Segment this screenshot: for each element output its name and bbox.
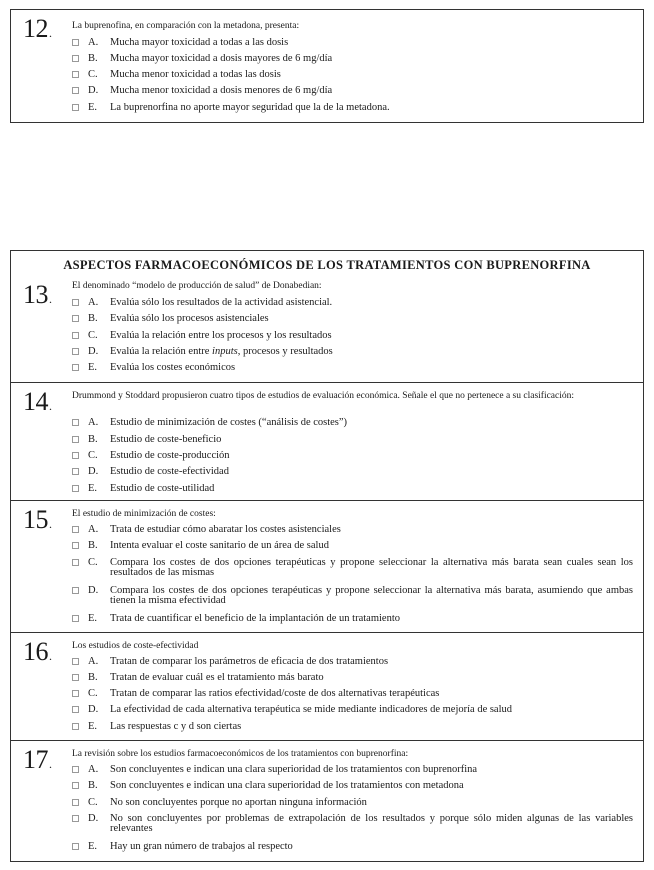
checkbox-icon[interactable] bbox=[72, 71, 79, 78]
checkbox-icon[interactable] bbox=[72, 419, 79, 426]
question-14: 14. Drummond y Stoddard propusieron cuatro tipos de estudios de evaluación económica. Señale el que no pertenece a su clasificación: A. Estudio de minimización de costes (“análisis de costes”) B. Estudio de coste-beneficio C. Estudio de coste-producción D. Estudio de coste-efectividad E. Estudio de coste-utilidad bbox=[11, 383, 643, 501]
question-stem: La revisión sobre los estudios farmacoeconómicos de los tratamientos con buprenorfina: bbox=[72, 749, 409, 759]
question-12-box bbox=[10, 9, 644, 123]
checkbox-icon[interactable] bbox=[72, 468, 79, 475]
question-15: 15. El estudio de minimización de costes: A. Trata de estudiar cómo abaratar los costes asistenciales B. Intenta evaluar el coste sanitario de un área de salud C. Compara los costes de dos opciones terapéuticas y propone seleccionar la alternativa más barata sean cuales sean los resultados de las mismas D. Compara los costes de dos opciones terapéuticas y propone seleccionar la alternativa más barata, asumiendo que ambas tienen la misma efectividad E. Trata de cuantificar el beneficio de la implantación de un tratamiento bbox=[11, 501, 643, 633]
checkbox-icon[interactable] bbox=[72, 364, 79, 371]
question-number: 17. bbox=[23, 745, 52, 774]
question-stem: El denominado “modelo de producción de salud” de Donabedian: bbox=[72, 281, 322, 291]
checkbox-icon[interactable] bbox=[72, 658, 79, 665]
checkbox-icon[interactable] bbox=[72, 542, 79, 549]
question-stem: La buprenofina, en comparación con la metadona, presenta: bbox=[72, 21, 300, 31]
checkbox-icon[interactable] bbox=[72, 690, 79, 697]
checkbox-icon[interactable] bbox=[72, 559, 79, 566]
question-13: ASPECTOS FARMACOECONÓMICOS DE LOS TRATAMIENTOS CON BUPRENORFINA 13. El denominado “modelo de producción de salud” de Donabedian: A. Evalúa sólo los resultados de la actividad asistencial. B. Evalúa sólo los procesos asistenciales C. Evalúa la relación entre los procesos y los resultados D. Evalúa la relación entre inputs, procesos y resultados E. Evalúa los costes económicos bbox=[11, 251, 643, 383]
question-stem: Drummond y Stoddard propusieron cuatro tipos de estudios de evaluación económica. Señale el que no pertenece a su clasificación: bbox=[72, 391, 575, 401]
question-number: 15. bbox=[23, 505, 52, 534]
question-number: 12. bbox=[23, 14, 52, 43]
checkbox-icon[interactable] bbox=[72, 332, 79, 339]
question-number: 16. bbox=[23, 637, 52, 666]
question-17: 17. La revisión sobre los estudios farmacoeconómicos de los tratamientos con buprenorfina: A. Son concluyentes e indican una clara superioridad de los tratamientos con buprenorfina B. Son concluyentes e indican una clara superioridad de los tratamientos con metadona C. No son concluyentes porque no aportan ninguna información D. No son concluyentes por problemas de extrapolación de los resultados y porque sólo miden algunas de las variables relevantes E. Hay un gran número de trabajos al respecto bbox=[23, 745, 633, 852]
question-number: 14. bbox=[23, 387, 52, 416]
checkbox-icon[interactable] bbox=[72, 315, 79, 322]
question-stem: Los estudios de coste-efectividad bbox=[72, 641, 199, 651]
checkbox-icon[interactable] bbox=[72, 615, 79, 622]
checkbox-icon[interactable] bbox=[72, 39, 79, 46]
checkbox-icon[interactable] bbox=[72, 348, 79, 355]
checkbox-icon[interactable] bbox=[72, 526, 79, 533]
section-box bbox=[10, 250, 644, 862]
checkbox-icon[interactable] bbox=[72, 452, 79, 459]
checkbox-icon[interactable] bbox=[72, 587, 79, 594]
checkbox-icon[interactable] bbox=[72, 299, 79, 306]
question-12: 12. La buprenofina, en comparación con la metadona, presenta: A. Mucha mayor toxicidad a todas a las dosis B. Mucha mayor toxicidad a dosis mayores de 6 mg/día C. Mucha menor toxicidad a todas las dosis D. Mucha menor toxicidad a dosis menores de 6 mg/día E. La buprenorfina no aporte mayor seguridad que la de la metadona. bbox=[11, 10, 643, 122]
checkbox-icon[interactable] bbox=[72, 843, 79, 850]
checkbox-icon[interactable] bbox=[72, 782, 79, 789]
checkbox-icon[interactable] bbox=[72, 485, 79, 492]
checkbox-icon[interactable] bbox=[72, 815, 79, 822]
checkbox-icon[interactable] bbox=[72, 87, 79, 94]
question-stem: El estudio de minimización de costes: bbox=[72, 509, 216, 519]
checkbox-icon[interactable] bbox=[72, 55, 79, 62]
checkbox-icon[interactable] bbox=[72, 766, 79, 773]
checkbox-icon[interactable] bbox=[72, 674, 79, 681]
checkbox-icon[interactable] bbox=[72, 706, 79, 713]
checkbox-icon[interactable] bbox=[72, 104, 79, 111]
checkbox-icon[interactable] bbox=[72, 436, 79, 443]
question-16: 16. Los estudios de coste-efectividad A. Tratan de comparar los parámetros de eficacia de dos tratamientos B. Tratan de evaluar cuál es el tratamiento más barato C. Tratan de comparar las ratios efectividad/coste de dos alternativas terapéuticas D. La efectividad de cada alternativa terapéutica se mide mediante indicadores de mejoría de salud E. Las respuestas c y d son ciertas bbox=[11, 633, 643, 741]
question-number: 13. bbox=[23, 280, 52, 309]
section-title: ASPECTOS FARMACOECONÓMICOS DE LOS TRATAMIENTOS CON BUPRENORFINA bbox=[63, 258, 591, 272]
checkbox-icon[interactable] bbox=[72, 723, 79, 730]
checkbox-icon[interactable] bbox=[72, 799, 79, 806]
